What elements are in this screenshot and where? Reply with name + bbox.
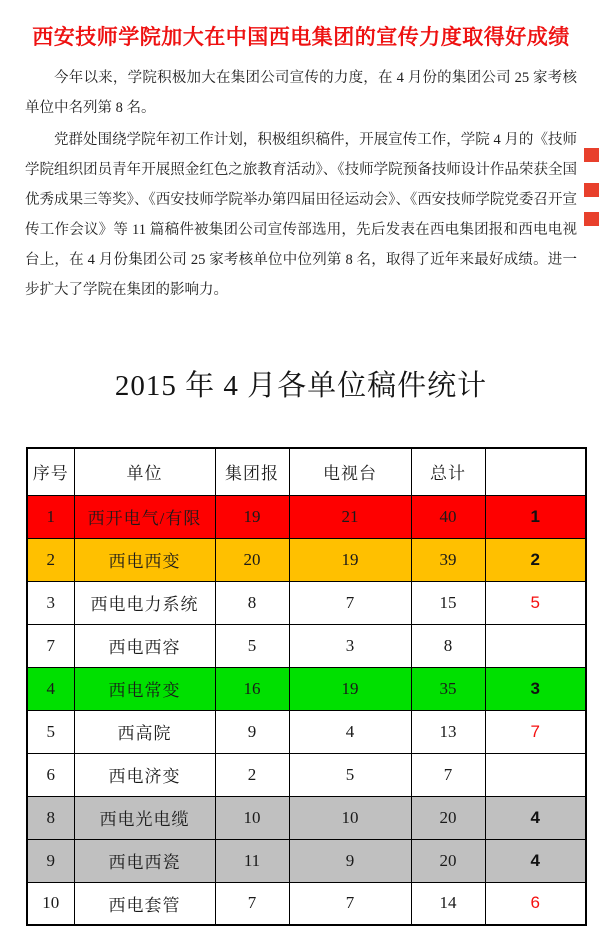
seq-cell: 2 — [27, 538, 74, 581]
total-cell: 14 — [411, 882, 485, 925]
header-paper: 集团报 — [215, 448, 289, 495]
table-row — [27, 839, 586, 882]
header-tv: 电视台 — [289, 448, 411, 495]
tv-count-cell: 19 — [289, 538, 411, 581]
header-unit: 单位 — [74, 448, 215, 495]
tv-count-cell: 7 — [289, 581, 411, 624]
unit-cell: 西电常变 — [74, 667, 215, 710]
tv-count-cell: 10 — [289, 796, 411, 839]
unit-cell: 西电套管 — [74, 882, 215, 925]
unit-cell: 西电西容 — [74, 624, 215, 667]
total-cell: 7 — [411, 753, 485, 796]
seq-cell: 8 — [27, 796, 74, 839]
paper-count-cell: 5 — [215, 624, 289, 667]
rank-cell: 6 — [485, 882, 586, 925]
stats-table — [26, 447, 587, 926]
rank-cell: 7 — [485, 710, 586, 753]
paper-count-cell: 8 — [215, 581, 289, 624]
rank-cell: 2 — [485, 538, 586, 581]
unit-cell: 西电电力系统 — [74, 581, 215, 624]
total-cell: 20 — [411, 839, 485, 882]
rank-cell — [485, 753, 586, 796]
total-cell: 20 — [411, 796, 485, 839]
table-row — [27, 796, 586, 839]
red-edge-mark — [584, 183, 599, 197]
seq-cell: 4 — [27, 667, 74, 710]
table-row — [27, 581, 586, 624]
unit-cell: 西电西变 — [74, 538, 215, 581]
paper-count-cell: 10 — [215, 796, 289, 839]
tv-count-cell: 7 — [289, 882, 411, 925]
table-row — [27, 667, 586, 710]
paper-count-cell: 9 — [215, 710, 289, 753]
seq-cell: 9 — [27, 839, 74, 882]
table-row — [27, 624, 586, 667]
unit-cell: 西电光电缆 — [74, 796, 215, 839]
paper-count-cell: 19 — [215, 495, 289, 538]
header-seq: 序号 — [27, 448, 74, 495]
paper-count-cell: 20 — [215, 538, 289, 581]
rank-cell — [485, 624, 586, 667]
total-cell: 40 — [411, 495, 485, 538]
tv-count-cell: 9 — [289, 839, 411, 882]
paper-count-cell: 7 — [215, 882, 289, 925]
seq-cell: 10 — [27, 882, 74, 925]
table-row — [27, 753, 586, 796]
red-edge-mark — [584, 212, 599, 226]
tv-count-cell: 19 — [289, 667, 411, 710]
total-cell: 8 — [411, 624, 485, 667]
total-cell: 35 — [411, 667, 485, 710]
seq-cell: 6 — [27, 753, 74, 796]
rank-cell: 3 — [485, 667, 586, 710]
unit-cell: 西开电气/有限 — [74, 495, 215, 538]
paragraph-intro: 今年以来，学院积极加大在集团公司宣传的力度，在 4 月份的集团公司 25 家考核单位中名列第 8 名。 — [25, 70, 577, 116]
table-row — [27, 882, 586, 925]
rank-cell: 1 — [485, 495, 586, 538]
header-total: 总计 — [411, 448, 485, 495]
tv-count-cell: 3 — [289, 624, 411, 667]
rank-cell: 5 — [485, 581, 586, 624]
seq-cell: 3 — [27, 581, 74, 624]
seq-cell: 7 — [27, 624, 74, 667]
table-caption: 2015 年 4 月各单位稿件统计 — [114, 370, 488, 402]
red-edge-mark — [584, 148, 599, 162]
rank-cell: 4 — [485, 839, 586, 882]
paragraph-body: 党群处围绕学院年初工作计划，积极组织稿件，开展宣传工作，学院 4 月的《技师学院组织团员青年开展照金红色之旅教育活动》、《技师学院预备技师设计作品荣获全国优秀成果三等奖》、《西安技师学院举办第四届田径运动会》、《西安技师学院党委召开宣传工作会议》等 11 篇稿件被集团公司宣传部选用，先后发表在西电集团报和西电电视台上，在 4 月份集团公司 25 家考核单位中位列第 8 名，取得了近年来最好成绩。进一步扩大了学院在集团的影响力。 — [25, 132, 577, 298]
table-row — [27, 495, 586, 538]
paper-count-cell: 2 — [215, 753, 289, 796]
document-title: 西安技师学院加大在中国西电集团的宣传力度取得好成绩 — [32, 25, 570, 49]
tv-count-cell: 21 — [289, 495, 411, 538]
table-row — [27, 538, 586, 581]
paper-count-cell: 11 — [215, 839, 289, 882]
header-rank — [485, 448, 586, 495]
unit-cell: 西电西瓷 — [74, 839, 215, 882]
unit-cell: 西电济变 — [74, 753, 215, 796]
total-cell: 15 — [411, 581, 485, 624]
total-cell: 13 — [411, 710, 485, 753]
rank-cell: 4 — [485, 796, 586, 839]
table-header-row — [27, 448, 586, 495]
table-row — [27, 710, 586, 753]
paper-count-cell: 16 — [215, 667, 289, 710]
unit-cell: 西高院 — [74, 710, 215, 753]
seq-cell: 1 — [27, 495, 74, 538]
total-cell: 39 — [411, 538, 485, 581]
tv-count-cell: 4 — [289, 710, 411, 753]
seq-cell: 5 — [27, 710, 74, 753]
tv-count-cell: 5 — [289, 753, 411, 796]
